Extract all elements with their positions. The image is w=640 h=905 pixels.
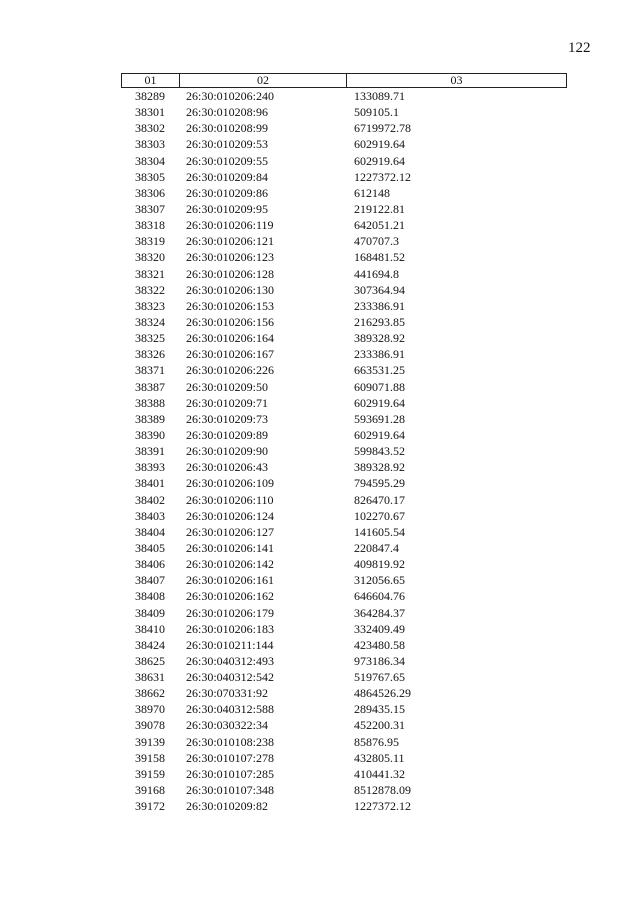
table-row — [121, 411, 567, 427]
table-cell-col-01: 38304 — [135, 153, 165, 168]
table-cell-col-03: 364284.37 — [354, 605, 405, 620]
table-cell-col-01: 38306 — [135, 185, 165, 200]
table-cell-col-01: 38302 — [135, 121, 165, 136]
table-cell-col-02: 26:30:010206:123 — [186, 250, 275, 265]
table-cell-col-01: 39159 — [135, 766, 165, 781]
table-cell-col-03: 602919.64 — [354, 153, 405, 168]
table-cell-col-01: 38322 — [135, 282, 165, 297]
table-cell-col-01: 38305 — [135, 169, 165, 184]
table-cell-col-03: 1227372.12 — [354, 799, 411, 814]
table-row — [121, 233, 567, 249]
table-cell-col-02: 26:30:010206:141 — [186, 540, 275, 555]
table-cell-col-03: 8512878.09 — [354, 783, 411, 798]
table-cell-col-02: 26:30:010206:226 — [186, 363, 275, 378]
table-cell-col-01: 38970 — [135, 702, 165, 717]
table-cell-col-01: 38301 — [135, 105, 165, 120]
table-row — [121, 637, 567, 653]
table-cell-col-03: 1227372.12 — [354, 169, 411, 184]
table-cell-col-01: 38387 — [135, 379, 165, 394]
table-cell-col-02: 26:30:010206:183 — [186, 621, 275, 636]
table-cell-col-01: 38388 — [135, 395, 165, 410]
table-cell-col-02: 26:30:010206:121 — [186, 234, 275, 249]
table-cell-col-02: 26:30:010206:124 — [186, 508, 275, 523]
table-row — [121, 443, 567, 459]
table-row — [121, 782, 567, 798]
table-row — [121, 605, 567, 621]
page-number: 122 — [568, 40, 591, 56]
table-row — [121, 120, 567, 136]
table-row — [121, 185, 567, 201]
table-row — [121, 346, 567, 362]
table-row — [121, 201, 567, 217]
table-cell-col-02: 26:30:010206:109 — [186, 476, 275, 491]
table-cell-col-03: 602919.64 — [354, 427, 405, 442]
table-cell-col-03: 509105.1 — [354, 105, 399, 120]
table-cell-col-03: 642051.21 — [354, 218, 405, 233]
table-row — [121, 427, 567, 443]
table-row — [121, 508, 567, 524]
table-cell-col-02: 26:30:010209:84 — [186, 169, 269, 184]
table-cell-col-02: 26:30:010211:144 — [186, 637, 274, 652]
table-row — [121, 314, 567, 330]
table-cell-col-03: 973186.34 — [354, 653, 405, 668]
table-cell-col-02: 26:30:010208:96 — [186, 105, 269, 120]
table-cell-col-02: 26:30:010206:240 — [186, 89, 275, 103]
table-cell-col-02: 26:30:010206:167 — [186, 347, 275, 362]
table-header — [121, 73, 567, 88]
table-cell-col-01: 39168 — [135, 783, 165, 798]
table-cell-col-02: 26:30:010206:162 — [186, 589, 275, 604]
table-body — [121, 88, 567, 814]
table-cell-col-01: 38404 — [135, 524, 165, 539]
table-cell-col-02: 26:30:010206:179 — [186, 605, 275, 620]
table-cell-col-02: 26:30:040312:588 — [186, 702, 275, 717]
table-cell-col-02: 26:30:010206:127 — [186, 524, 275, 539]
table-cell-col-01: 38303 — [135, 137, 165, 152]
table-row — [121, 282, 567, 298]
table-cell-col-01: 38406 — [135, 557, 165, 572]
data-table — [121, 73, 567, 814]
table-cell-col-02: 26:30:010206:156 — [186, 314, 275, 329]
table-row — [121, 475, 567, 491]
table-row — [121, 540, 567, 556]
table-cell-col-01: 38326 — [135, 347, 165, 362]
table-row — [121, 701, 567, 717]
table-cell-col-03: 85876.95 — [354, 734, 399, 749]
table-row — [121, 734, 567, 750]
table-cell-col-02: 26:30:010209:50 — [186, 379, 269, 394]
header-col-03: 03 — [450, 73, 463, 87]
table-cell-col-01: 38402 — [135, 492, 165, 507]
table-row — [121, 766, 567, 782]
table-cell-col-03: 794595.29 — [354, 476, 405, 491]
table-cell-col-03: 312056.65 — [354, 573, 405, 588]
header-col-01: 01 — [122, 74, 180, 87]
table-cell-col-01: 38289 — [135, 89, 165, 103]
table-cell-col-03: 220847.4 — [354, 540, 399, 555]
table-cell-col-01: 38319 — [135, 234, 165, 249]
table-cell-col-02: 26:30:010206:110 — [186, 492, 274, 507]
table-cell-col-01: 39158 — [135, 750, 165, 765]
table-cell-col-03: 646604.76 — [354, 589, 405, 604]
table-cell-col-01: 39078 — [135, 718, 165, 733]
table-cell-col-02: 26:30:010208:99 — [186, 121, 269, 136]
table-cell-col-01: 38371 — [135, 363, 165, 378]
table-cell-col-02: 26:30:010206:161 — [186, 573, 275, 588]
table-cell-col-02: 26:30:010209:89 — [186, 427, 269, 442]
table-cell-col-03: 663531.25 — [354, 363, 405, 378]
table-cell-col-02: 26:30:010206:119 — [186, 218, 274, 233]
table-cell-col-02: 26:30:070331:92 — [186, 686, 269, 701]
table-cell-col-01: 38389 — [135, 411, 165, 426]
table-cell-col-02: 26:30:010209:82 — [186, 799, 269, 814]
table-cell-col-02: 26:30:010107:285 — [186, 766, 275, 781]
table-cell-col-03: 452200.31 — [354, 718, 405, 733]
table-row — [121, 330, 567, 346]
table-row — [121, 524, 567, 540]
table-cell-col-03: 609071.88 — [354, 379, 405, 394]
table-cell-col-03: 826470.17 — [354, 492, 405, 507]
table-cell-col-02: 26:30:010209:73 — [186, 411, 269, 426]
table-row — [121, 298, 567, 314]
table-row — [121, 572, 567, 588]
table-cell-col-03: 6719972.78 — [354, 121, 411, 136]
table-cell-col-02: 26:30:010206:130 — [186, 282, 275, 297]
table-row — [121, 685, 567, 701]
table-cell-col-01: 38625 — [135, 653, 165, 668]
table-cell-col-01: 38321 — [135, 266, 165, 281]
table-cell-col-02: 26:30:040312:493 — [186, 653, 275, 668]
table-cell-col-01: 38410 — [135, 621, 165, 636]
table-cell-col-03: 519767.65 — [354, 670, 405, 685]
table-row — [121, 459, 567, 475]
table-cell-col-01: 38424 — [135, 637, 165, 652]
table-row — [121, 798, 567, 814]
table-cell-col-03: 602919.64 — [354, 395, 405, 410]
table-cell-col-01: 38318 — [135, 218, 165, 233]
table-cell-col-03: 168481.52 — [354, 250, 405, 265]
table-cell-col-01: 38409 — [135, 605, 165, 620]
table-cell-col-01: 38324 — [135, 314, 165, 329]
table-cell-col-03: 470707.3 — [354, 234, 399, 249]
table-cell-col-01: 39139 — [135, 734, 165, 749]
table-cell-col-03: 307364.94 — [354, 282, 405, 297]
table-cell-col-03: 612148 — [354, 185, 390, 200]
table-cell-col-03: 389328.92 — [354, 331, 405, 346]
table-cell-col-02: 26:30:010209:90 — [186, 444, 269, 459]
table-cell-col-02: 26:30:030322:34 — [186, 718, 269, 733]
table-row — [121, 379, 567, 395]
table-cell-col-01: 38631 — [135, 670, 165, 685]
header-col-02: 02 — [180, 74, 347, 87]
table-cell-col-01: 38403 — [135, 508, 165, 523]
table-row — [121, 249, 567, 265]
table-row — [121, 621, 567, 637]
table-cell-col-01: 38407 — [135, 573, 165, 588]
table-cell-col-02: 26:30:010209:71 — [186, 395, 269, 410]
table-row — [121, 88, 567, 104]
table-cell-col-03: 599843.52 — [354, 444, 405, 459]
table-cell-col-03: 409819.92 — [354, 557, 405, 572]
table-cell-col-03: 389328.92 — [354, 460, 405, 475]
table-cell-col-01: 38323 — [135, 298, 165, 313]
table-row — [121, 717, 567, 733]
table-cell-col-03: 423480.58 — [354, 637, 405, 652]
table-cell-col-02: 26:30:040312:542 — [186, 670, 275, 685]
table-cell-col-03: 133089.71 — [354, 89, 405, 103]
table-cell-col-03: 219122.81 — [354, 201, 405, 216]
table-cell-col-02: 26:30:010108:238 — [186, 734, 275, 749]
table-cell-col-03: 216293.85 — [354, 314, 405, 329]
table-row — [121, 217, 567, 233]
table-row — [121, 556, 567, 572]
table-cell-col-02: 26:30:010209:86 — [186, 185, 269, 200]
table-cell-col-01: 38325 — [135, 331, 165, 346]
table-row — [121, 653, 567, 669]
table-cell-col-01: 38401 — [135, 476, 165, 491]
table-cell-col-01: 38408 — [135, 589, 165, 604]
table-cell-col-03: 602919.64 — [354, 137, 405, 152]
table-cell-col-03: 233386.91 — [354, 347, 405, 362]
table-row — [121, 492, 567, 508]
table-cell-col-03: 410441.32 — [354, 766, 405, 781]
table-row — [121, 669, 567, 685]
table-row — [121, 395, 567, 411]
table-cell-col-02: 26:30:010107:348 — [186, 783, 275, 798]
table-cell-col-03: 141605.54 — [354, 524, 405, 539]
table-cell-col-01: 38393 — [135, 460, 165, 475]
table-cell-col-02: 26:30:010209:53 — [186, 137, 269, 152]
table-cell-col-03: 233386.91 — [354, 298, 405, 313]
table-cell-col-02: 26:30:010206:164 — [186, 331, 275, 346]
table-cell-col-03: 441694.8 — [354, 266, 399, 281]
table-row — [121, 153, 567, 169]
table-row — [121, 104, 567, 120]
table-cell-col-01: 38662 — [135, 686, 165, 701]
table-row — [121, 362, 567, 378]
table-cell-col-02: 26:30:010206:153 — [186, 298, 275, 313]
table-row — [121, 169, 567, 185]
table-cell-col-03: 593691.28 — [354, 411, 405, 426]
table-cell-col-01: 38391 — [135, 444, 165, 459]
table-cell-col-03: 102270.67 — [354, 508, 405, 523]
table-cell-col-02: 26:30:010209:55 — [186, 153, 269, 168]
table-cell-col-03: 289435.15 — [354, 702, 405, 717]
table-cell-col-03: 4864526.29 — [354, 686, 411, 701]
table-cell-col-01: 38307 — [135, 201, 165, 216]
table-cell-col-01: 39172 — [135, 799, 165, 814]
table-cell-col-01: 38320 — [135, 250, 165, 265]
table-cell-col-02: 26:30:010206:128 — [186, 266, 275, 281]
table-cell-col-02: 26:30:010209:95 — [186, 201, 269, 216]
table-cell-col-02: 26:30:010206:43 — [186, 460, 269, 475]
table-row — [121, 266, 567, 282]
table-cell-col-01: 38405 — [135, 540, 165, 555]
table-cell-col-03: 332409.49 — [354, 621, 405, 636]
table-cell-col-01: 38390 — [135, 427, 165, 442]
table-row — [121, 136, 567, 152]
table-cell-col-02: 26:30:010107:278 — [186, 750, 275, 765]
table-row — [121, 588, 567, 604]
table-row — [121, 750, 567, 766]
table-cell-col-02: 26:30:010206:142 — [186, 557, 275, 572]
table-cell-col-03: 432805.11 — [354, 750, 405, 765]
